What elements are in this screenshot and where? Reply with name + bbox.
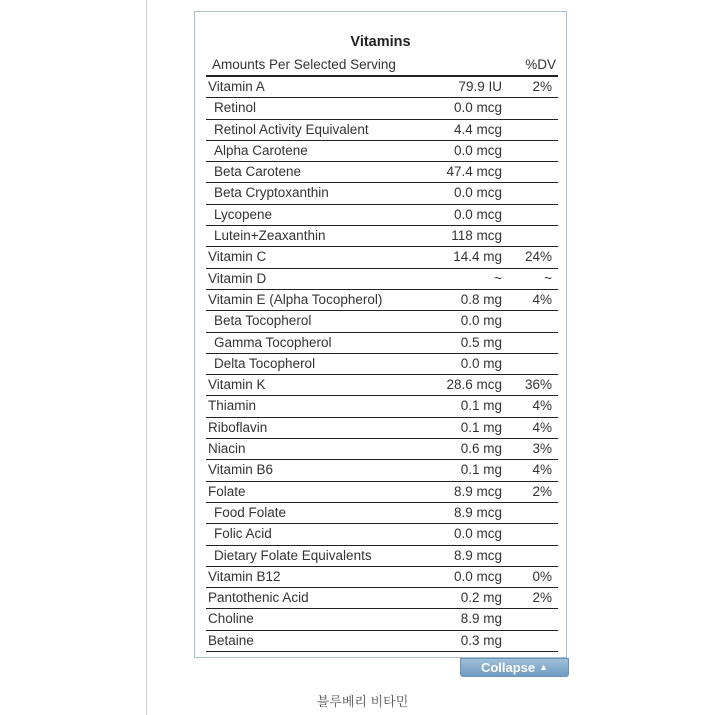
table-row — [206, 162, 558, 183]
nutrient-amount: 47.4 mcg — [446, 164, 502, 180]
triangle-up-icon: ▲ — [539, 662, 549, 672]
collapse-button[interactable] — [460, 658, 569, 677]
nutrient-name: Beta Cryptoxanthin — [214, 185, 329, 201]
nutrient-amount: 0.8 mg — [460, 291, 502, 307]
nutrient-daily-value: 2% — [532, 590, 552, 606]
table-row — [206, 503, 558, 524]
nutrient-name: Niacin — [208, 441, 246, 457]
table-row — [206, 183, 558, 204]
serving-header-label: Amounts Per Selected Serving — [212, 57, 396, 72]
nutrient-name: Delta Tocopherol — [214, 355, 316, 371]
table-row — [206, 205, 558, 226]
table-row — [206, 482, 558, 503]
nutrient-daily-value: 4% — [532, 291, 552, 307]
dv-header-label: %DV — [525, 57, 556, 72]
image-caption: 블루베리 비타민 — [316, 694, 409, 709]
nutrient-amount: 0.0 mcg — [453, 185, 502, 201]
nutrient-amount: 8.9 mg — [460, 611, 502, 627]
table-row — [206, 354, 558, 375]
table-row — [206, 311, 558, 332]
nutrient-name: Lycopene — [214, 206, 273, 222]
panel-title: Vitamins — [350, 34, 411, 50]
nutrient-amount: 4.4 mcg — [453, 121, 502, 137]
nutrient-name: Lutein+Zeaxanthin — [214, 228, 326, 244]
nutrient-amount: 0.0 mcg — [453, 142, 502, 158]
nutrient-amount: 0.0 mg — [460, 313, 502, 329]
vitamins-panel — [194, 11, 567, 658]
nutrient-name: Vitamin B12 — [208, 568, 281, 584]
nutrient-amount: ~ — [494, 270, 502, 286]
table-row — [206, 375, 558, 396]
collapse-button-label: Collapse — [480, 660, 536, 675]
table-row — [206, 588, 558, 609]
table-row — [206, 141, 558, 162]
nutrient-name: Vitamin D — [208, 270, 267, 286]
nutrient-amount: 0.0 mcg — [453, 568, 502, 584]
nutrient-daily-value: 4% — [532, 398, 552, 414]
table-row — [206, 439, 558, 460]
table-row — [206, 460, 558, 481]
nutrient-amount: 8.9 mcg — [453, 504, 502, 520]
nutrient-name: Vitamin B6 — [208, 462, 274, 478]
nutrient-amount: 0.0 mcg — [453, 526, 502, 542]
nutrient-amount: 14.4 mg — [453, 249, 502, 265]
nutrient-name: Gamma Tocopherol — [214, 334, 332, 350]
nutrient-daily-value: 3% — [532, 441, 552, 457]
nutrient-name: Vitamin E (Alpha Tocopherol) — [208, 291, 383, 307]
nutrient-name: Alpha Carotene — [214, 142, 308, 158]
nutrient-daily-value: 36% — [524, 377, 552, 393]
nutrient-name: Vitamin C — [208, 249, 267, 265]
nutrient-amount: 0.0 mcg — [453, 206, 502, 222]
nutrient-daily-value: 24% — [524, 249, 552, 265]
nutrient-amount: 118 mcg — [451, 228, 502, 244]
nutrient-amount: 28.6 mcg — [446, 377, 502, 393]
nutrient-name: Beta Tocopherol — [214, 313, 312, 329]
nutrient-daily-value: 2% — [532, 483, 552, 499]
nutrient-amount: 8.9 mcg — [453, 547, 502, 563]
table-row — [206, 247, 558, 268]
nutrient-name: Vitamin K — [208, 377, 266, 393]
page-left-divider — [146, 0, 147, 715]
nutrient-name: Thiamin — [208, 398, 257, 414]
table-row — [206, 418, 558, 439]
nutrient-name: Retinol Activity Equivalent — [214, 121, 369, 137]
nutrient-name: Dietary Folate Equivalents — [214, 547, 372, 563]
nutrient-amount: 0.1 mg — [460, 419, 502, 435]
table-row — [206, 269, 558, 290]
nutrient-daily-value: ~ — [544, 270, 552, 286]
nutrient-amount: 0.2 mg — [460, 590, 502, 606]
nutrient-amount: 0.1 mg — [460, 462, 502, 478]
nutrient-name: Betaine — [208, 632, 254, 648]
table-row — [206, 77, 558, 98]
table-row — [206, 226, 558, 247]
table-row — [206, 524, 558, 545]
nutrient-name: Folate — [208, 483, 246, 499]
table-row — [206, 567, 558, 588]
nutrient-name: Folic Acid — [214, 526, 272, 542]
nutrient-name: Choline — [208, 611, 254, 627]
table-row — [206, 546, 558, 567]
nutrient-name: Vitamin A — [208, 79, 265, 94]
serving-header — [212, 55, 558, 75]
table-row — [206, 396, 558, 417]
table-row — [206, 98, 558, 119]
nutrient-name: Retinol — [214, 100, 257, 116]
nutrient-amount: 0.6 mg — [460, 441, 502, 457]
nutrient-amount: 8.9 mcg — [453, 483, 502, 499]
nutrient-amount: 0.0 mg — [460, 355, 502, 371]
table-row — [206, 609, 558, 630]
nutrient-name: Pantothenic Acid — [208, 590, 309, 606]
nutrient-amount: 0.3 mg — [460, 632, 502, 648]
nutrient-name: Food Folate — [214, 504, 287, 520]
nutrient-name: Riboflavin — [208, 419, 268, 435]
nutrient-amount: 0.5 mg — [460, 334, 502, 350]
nutrient-daily-value: 2% — [532, 79, 552, 94]
nutrient-name: Beta Carotene — [214, 164, 302, 180]
table-row — [206, 290, 558, 311]
nutrient-daily-value: 4% — [532, 419, 552, 435]
nutrient-amount: 0.1 mg — [460, 398, 502, 414]
table-row — [206, 120, 558, 141]
table-row — [206, 333, 558, 354]
nutrient-daily-value: 0% — [532, 568, 552, 584]
table-row — [206, 631, 558, 652]
nutrient-amount: 79.9 IU — [458, 79, 502, 94]
nutrient-daily-value: 4% — [532, 462, 552, 478]
nutrient-amount: 0.0 mcg — [453, 100, 502, 116]
vitamins-table — [206, 75, 558, 652]
